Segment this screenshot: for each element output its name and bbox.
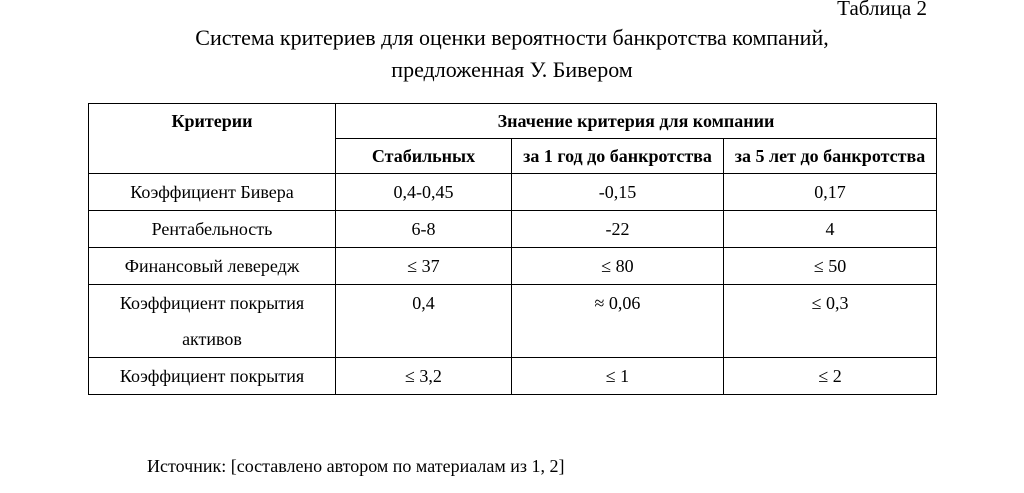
five-years-value-cell: ≤ 50 (724, 248, 937, 285)
table-title (0, 22, 1024, 86)
table-row (89, 285, 937, 358)
one-year-value-cell: ≈ 0,06 (512, 285, 724, 358)
stable-value-cell: 6-8 (336, 211, 512, 248)
one-year-value-cell: ≤ 80 (512, 248, 724, 285)
criterion-cell: Финансовый левередж (89, 248, 336, 285)
one-year-value-cell: ≤ 1 (512, 358, 724, 395)
one-year-value-cell: -22 (512, 211, 724, 248)
five-years-value-cell: ≤ 2 (724, 358, 937, 395)
five-years-value-cell: ≤ 0,3 (724, 285, 937, 358)
table-row (89, 358, 937, 395)
table-number: Таблица 2 (837, 0, 927, 20)
criterion-cell: Коэффициент покрытия активов (89, 285, 336, 358)
header-1-year: за 1 год до банкротства (512, 139, 724, 174)
stable-value-cell: ≤ 37 (336, 248, 512, 285)
five-years-value-cell: 4 (724, 211, 937, 248)
stable-value-cell: ≤ 3,2 (336, 358, 512, 395)
table-title-line-2: предложенная У. Бивером (391, 57, 633, 82)
table-title-line-1: Система критериев для оценки вероятности банкротства компаний, (195, 25, 829, 50)
header-stable: Стабильных (336, 139, 512, 174)
header-criteria: Критерии (89, 104, 336, 174)
criteria-table (88, 103, 937, 395)
stable-value-cell: 0,4-0,45 (336, 174, 512, 211)
source-note: Источник: [составлено автором по материалам из 1, 2] (147, 456, 565, 476)
one-year-value-cell: -0,15 (512, 174, 724, 211)
criterion-cell: Коэффициент Бивера (89, 174, 336, 211)
criterion-cell: Рентабельность (89, 211, 336, 248)
table-row (89, 211, 937, 248)
criterion-cell: Коэффициент покрытия (89, 358, 336, 395)
table-row (89, 248, 937, 285)
header-5-years: за 5 лет до банкротства (724, 139, 937, 174)
header-row-1 (89, 104, 937, 139)
table-row (89, 174, 937, 211)
five-years-value-cell: 0,17 (724, 174, 937, 211)
header-value-group: Значение критерия для компании (336, 104, 937, 139)
stable-value-cell: 0,4 (336, 285, 512, 358)
